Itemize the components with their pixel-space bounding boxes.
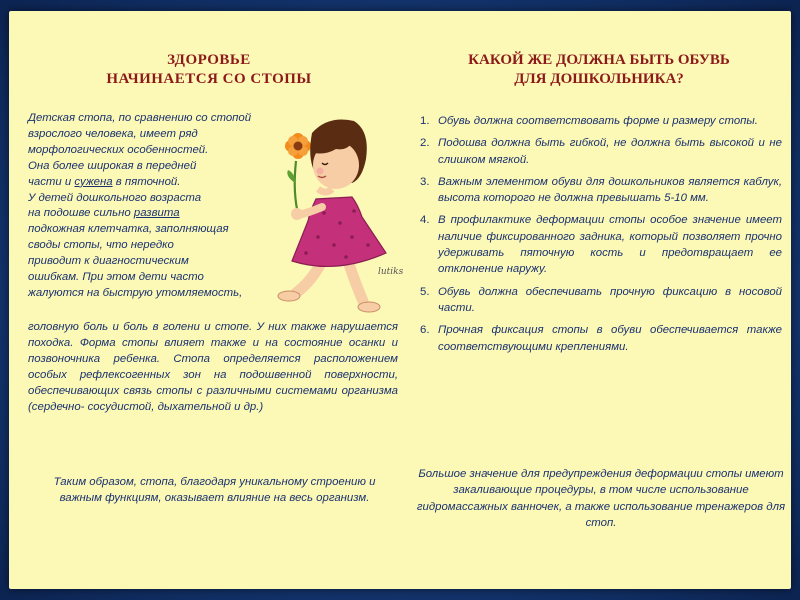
left-title-line-2: НАЧИНАЕТСЯ СО СТОПЫ	[106, 71, 312, 87]
text-fragment: ошибкам. При этом дети часто	[28, 271, 204, 284]
list-item	[420, 113, 782, 129]
text-fragment: морфологических особенностей.	[28, 143, 209, 156]
list-item-number: 4.	[420, 214, 430, 227]
text-fragment: Она более широкая в передней	[28, 159, 197, 172]
girl-front-foot	[278, 291, 300, 301]
list-item	[420, 212, 782, 277]
right-title-line-2: ДЛЯ ДОШКОЛЬНИКА?	[514, 71, 684, 87]
text-line	[28, 175, 288, 191]
text-line	[28, 238, 288, 254]
list-item-number: 3.	[420, 175, 430, 188]
left-body-text: головную боль и боль в голени и стопе. У них также нарушается походка. Форма стопы влияет также и на состояние осанки и позвоночника ребенка. Стопа определяется расположением особых рефлексогенных зон на подошвенной поверхности, обеспечивающих связь стопы с различными системами организма (сердечно- сосудистой, дыхательной и др.)	[28, 321, 398, 413]
left-conclusion-text: Таким образом, стопа, благодаря уникальному строению и важным функциям, оказывает влияние на весь организм.	[53, 476, 376, 504]
girl-dress	[292, 197, 386, 266]
list-item	[420, 135, 782, 168]
text-fragment: приводит к диагностическим	[28, 255, 189, 268]
list-item-text: Обувь должна обеспечивать прочную фиксацию в носовой части.	[438, 285, 782, 314]
girl-with-flower-illustration	[266, 113, 396, 323]
girl-neck	[318, 189, 332, 192]
right-conclusion-text: Большое значение для предупреждения деформации стопы имеют закаливающие процедуры, в том числе использование гидромассажных ванночек, а также использование тренажеров для стоп.	[416, 468, 786, 530]
right-title-line-1: КАКОЙ ЖЕ ДОЛЖНА БЫТЬ ОБУВЬ	[468, 52, 730, 68]
girl-cheek	[317, 168, 324, 175]
text-fragment: взрослого человека, имеет ряд	[28, 127, 198, 140]
right-title	[414, 51, 784, 89]
left-intro-text	[28, 111, 288, 302]
text-line	[28, 254, 288, 270]
text-line	[28, 270, 288, 286]
text-fragment: части и	[28, 175, 75, 188]
text-line	[28, 286, 288, 302]
text-fragment: У детей дошкольного возраста	[28, 191, 202, 204]
text-line	[28, 159, 288, 175]
list-item-number: 6.	[420, 324, 430, 337]
text-fragment: Детская стопа, по сравнению со стопой	[28, 112, 252, 124]
list-item	[420, 322, 782, 355]
text-line	[28, 191, 288, 207]
text-fragment: в пяточной.	[112, 175, 181, 188]
text-fragment: подкожная клетчатка, заполняющая	[28, 223, 229, 236]
list-item	[420, 284, 782, 317]
list-item-number: 5.	[420, 285, 430, 298]
text-line	[28, 111, 288, 127]
list-item-text: В профилактике деформации стопы особое значение имеет наличие фиксированного задника, который позволяет прочно удерживать пяточную кость и предотвращает ее отклонение наружу.	[438, 214, 782, 276]
girl-hand	[291, 208, 303, 220]
left-title-line-1: ЗДОРОВЬЕ	[167, 52, 251, 68]
list-item	[420, 174, 782, 207]
slide-page	[9, 11, 791, 589]
list-item-number: 2.	[420, 137, 430, 150]
text-line	[28, 206, 288, 222]
flower-stem	[295, 161, 297, 209]
list-item-text: Важным элементом обуви для дошкольников является каблук, высота которого не должна превышать 5-10 мм.	[438, 175, 782, 205]
text-line	[28, 222, 288, 238]
left-title	[39, 51, 379, 89]
list-item-text: Обувь должна соответствовать форме и размеру стопы.	[438, 115, 758, 127]
text-fragment: своды стопы, что нередко	[28, 239, 174, 252]
text-fragment: жалуются на быструю утомляемость,	[28, 286, 243, 299]
illustration-signature: lutiks	[378, 267, 404, 277]
list-item-text: Подошва должна быть гибкой, не должна быть высокой и не слишком мягкой.	[438, 137, 782, 166]
text-line	[28, 143, 288, 159]
girl-back-leg	[348, 261, 363, 301]
list-item-text: Прочная фиксация стопы в обуви обеспечивается также соответствующими креплениями.	[438, 324, 782, 353]
underlined-word: сужена	[74, 175, 113, 188]
list-item-number: 1.	[420, 115, 430, 127]
text-fragment: на подошве сильно	[28, 207, 134, 220]
flower-icon	[285, 133, 311, 159]
text-line	[28, 127, 288, 143]
underlined-word: развита	[133, 207, 180, 220]
flower-leaf	[287, 170, 295, 183]
shoe-requirements-list	[420, 113, 782, 361]
girl-back-foot	[358, 302, 380, 312]
